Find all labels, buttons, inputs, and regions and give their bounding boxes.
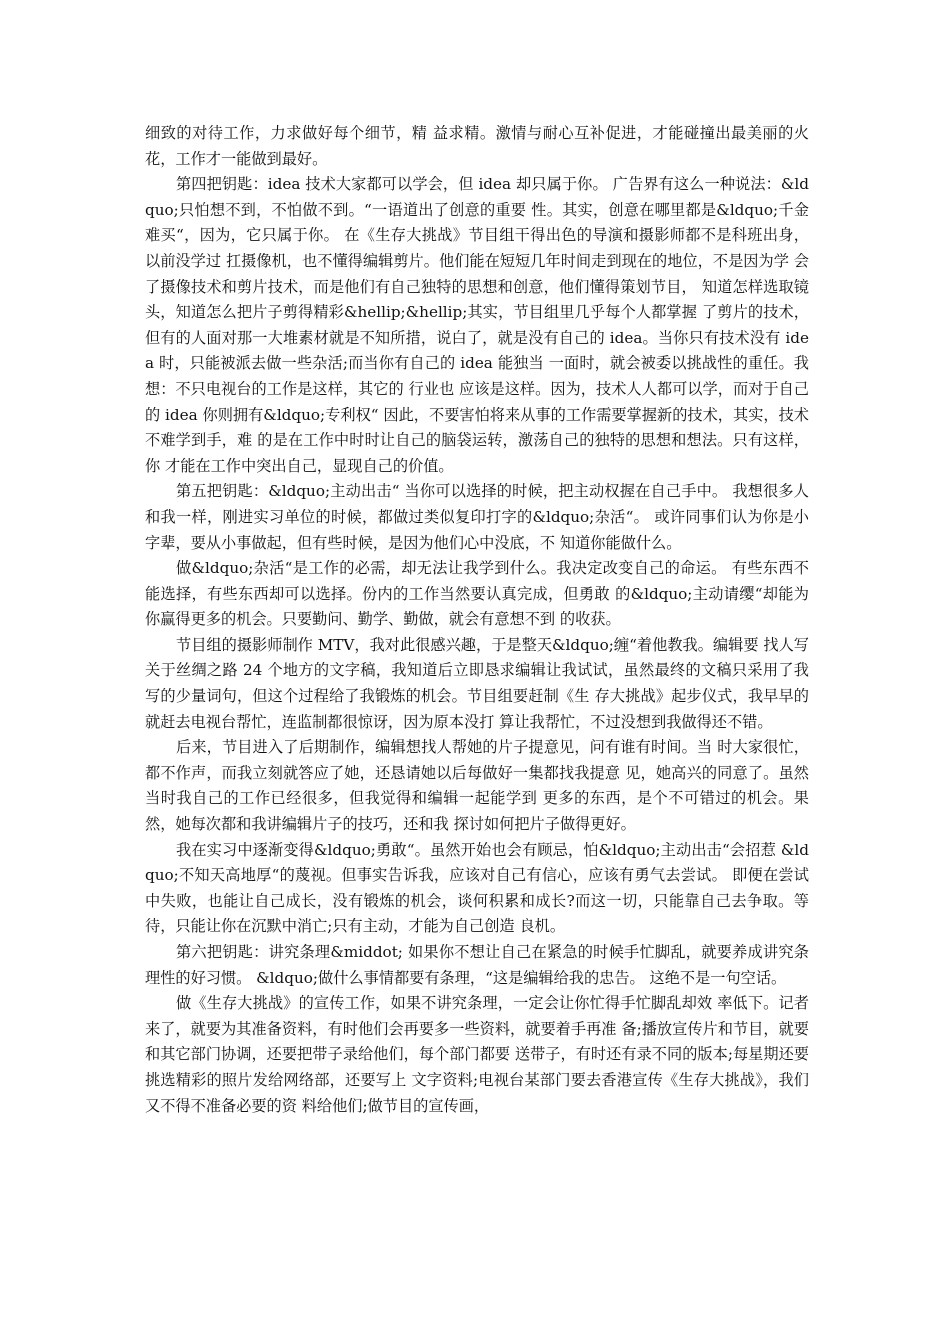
paragraph-8: 第六把钥匙：讲究条理&middot; 如果你不想让自己在紧急的时候手忙脚乱，就要养成讲究条理性的好习惯。 &ldquo;做什么事情都要有条理，“这是编辑给我的忠告。 这绝不是一句空话。 (145, 943, 809, 987)
paragraph-3: 第五把钥匙：&ldquo;主动出击“ 当你可以选择的时候，把主动权握在自己手中。 我想很多人和我一样，刚进实习单位的时候，都做过类似复印打字的&ldquo;杂活“。 或许同事们认为你是小字辈，要从小事做起，但有些时候，是因为他们心中没底，不 知道你能做什么。 (145, 482, 809, 552)
paragraph-2: 第四把钥匙：idea 技术大家都可以学会，但 idea 却只属于你。 广告界有这么一种说法：&ldquo;只怕想不到，不怕做不到。“一语道出了创意的重要 性。其实，创意在哪里都是&ldquo;千金难买“，因为，它只属于你。 在《生存大挑战》节目组干得出色的导演和摄影师都不是科班出身，以前没学过 扛摄像机，也不懂得编辑剪片。他们能在短短几年时间走到现在的地位，不是因为学 会了摄像技术和剪片技术，而是他们有自己独特的思想和创意，他们懂得策划节目， 知道怎样选取镜头，知道怎么把片子剪得精彩&hellip;&hellip;其实，节目组里几乎每个人都掌握 了剪片的技术，但有的人面对那一大堆素材就是不知所措，说白了，就是没有自己的 idea。当你只有技术没有 idea 时，只能被派去做一些杂活;而当你有自己的 idea 能独当 一面时，就会被委以挑战性的重任。我想：不只电视台的工作是这样，其它的 行业也 应该是这样。因为，技术人人都可以学，而对于自己的 idea 你则拥有&ldquo;专利权“ 因此，不要害怕将来从事的工作需要掌握新的技术，其实，技术不难学到手，难 的是在工作中时时让自己的脑袋运转，激荡自己的独特的思想和想法。只有这样，你 才能在工作中突出自己，显现自己的价值。 (145, 175, 809, 475)
paragraph-9: 做《生存大挑战》的宣传工作，如果不讲究条理，一定会让你忙得手忙脚乱却效 率低下。记者来了，就要为其准备资料，有时他们会再要多一些资料，就要着手再准 备;播放宣传片和节目，就要和其它部门协调，还要把带子录给他们，每个部门都要 送带子，有时还有录不同的版本;每星期还要挑选精彩的照片发给网络部，还要写上 文字资料;电视台某部门要去香港宣传《生存大挑战》，我们又不得不准备必要的资 料给他们;做节目的宣传画， (145, 994, 809, 1115)
paragraph-1: 细致的对待工作，力求做好每个细节，精 益求精。激情与耐心互补促进，才能碰撞出最美丽的火花，工作才一能做到最好。 (145, 124, 809, 168)
paragraph-7: 我在实习中逐渐变得&ldquo;勇敢“。虽然开始也会有顾忌，怕&ldquo;主动出击“会招惹 &ldquo;不知天高地厚“的蔑视。但事实告诉我，应该对自己有信心，应该有勇气去尝试。 即便在尝试中失败，也能让自己成长，没有锻炼的机会，谈何积累和成长?而这一切，只能靠自己去争取。等待，只能让你在沉默中消亡;只有主动，才能为自己创造 良机。 (145, 840, 809, 936)
document-body (145, 121, 809, 1119)
paragraph-4: 做&ldquo;杂活“是工作的必需，却无法让我学到什么。我决定改变自己的命运。 有些东西不能选择，有些东西却可以选择。份内的工作当然要认真完成，但勇敢 的&ldquo;主动请缨“却能为你赢得更多的机会。只要勤问、勤学、勤做，就会有意想不到 的收获。 (145, 559, 809, 629)
paragraph-5: 节目组的摄影师制作 MTV，我对此很感兴趣，于是整天&ldquo;缠“着他教我。编辑要 找人写关于丝绸之路 24 个地方的文字稿，我知道后立即恳求编辑让我试试，虽然最终的文稿只采用了我写的少量词句，但这个过程给了我锻炼的机会。节目组要赶制《生 存大挑战》起步仪式，我早早的就赶去电视台帮忙，连监制都很惊讶，因为原本没打 算让我帮忙，不过没想到我做得还不错。 (145, 635, 809, 731)
paragraph-6: 后来，节目进入了后期制作，编辑想找人帮她的片子提意见，问有谁有时间。当 时大家很忙，都不作声，而我立刻就答应了她，还恳请她以后每做好一集都找我提意 见，她高兴的同意了。虽然当时我自己的工作已经很多，但我觉得和编辑一起能学到 更多的东西，是个不可错过的机会。果然，她每次都和我讲编辑片子的技巧，还和我 探讨如何把片子做得更好。 (145, 738, 809, 834)
